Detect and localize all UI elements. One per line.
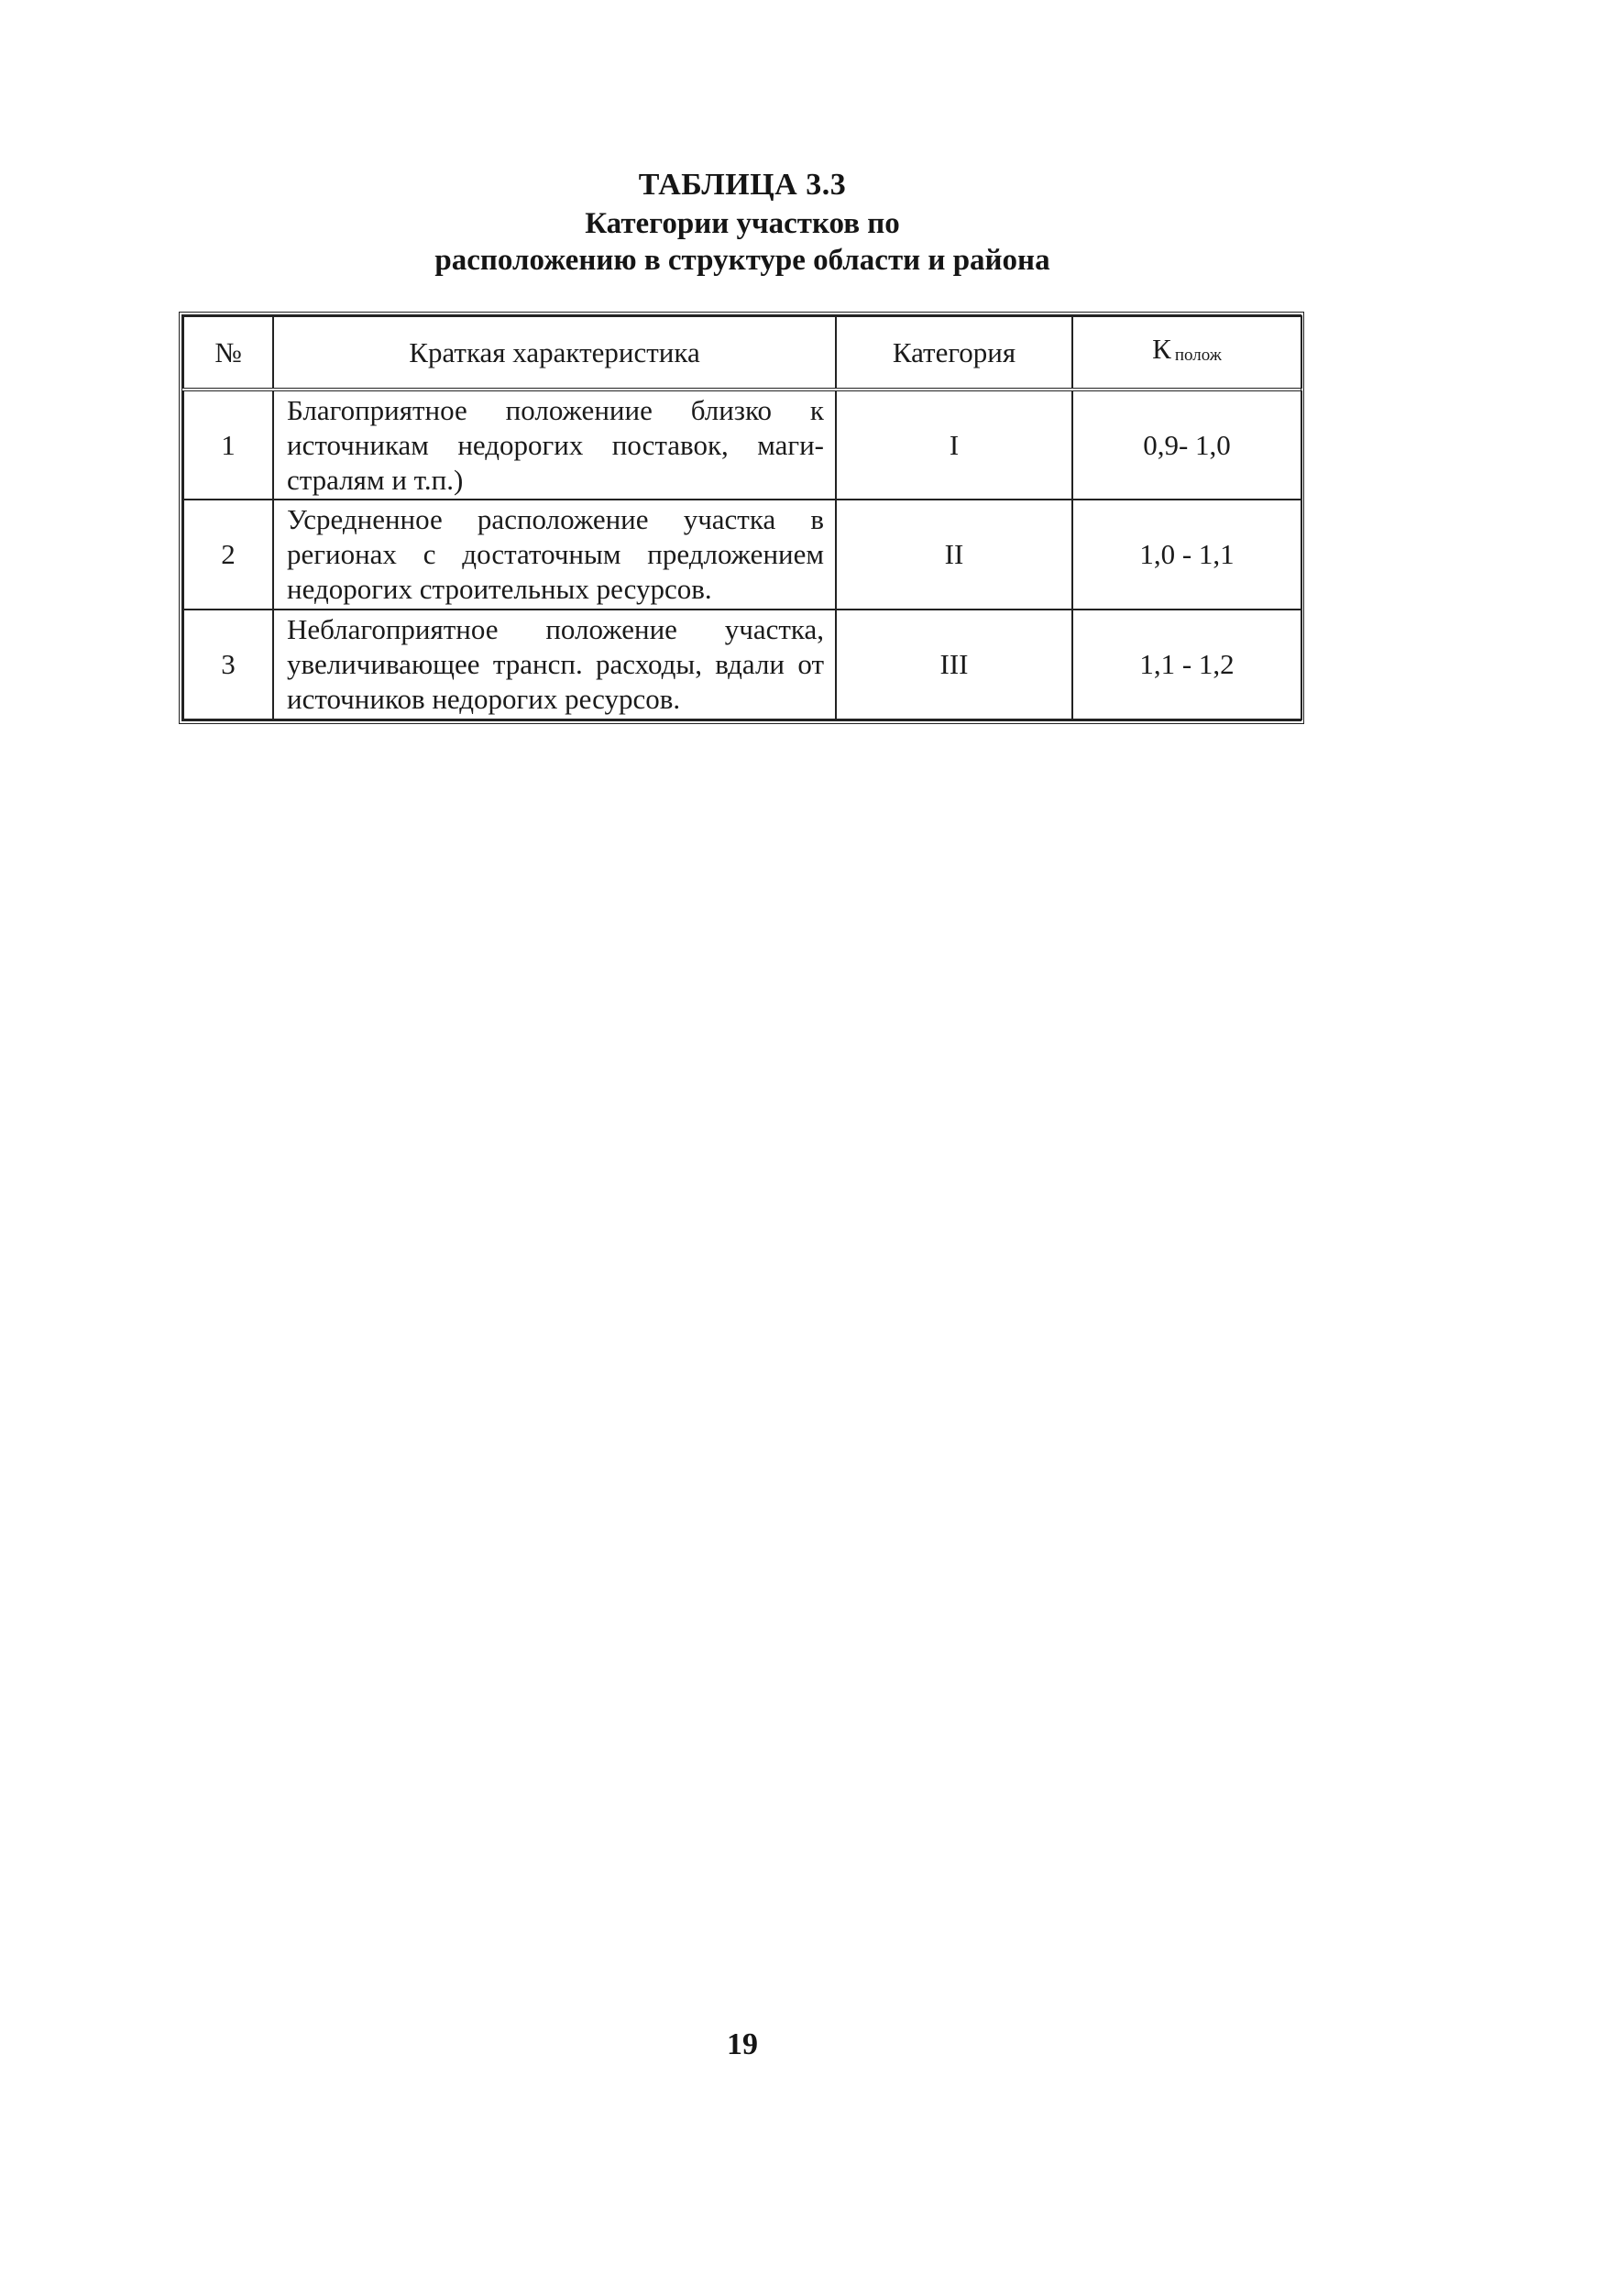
- category-table: [182, 315, 1302, 720]
- row-number: 3: [183, 610, 273, 720]
- row-k-range: 0,9- 1,0: [1072, 390, 1301, 500]
- row-category: II: [836, 500, 1072, 610]
- table-row: [183, 500, 1301, 610]
- table-caption-label: ТАБЛИЦА 3.3: [638, 168, 847, 202]
- row-category: III: [836, 610, 1072, 720]
- header-k-subscript: полож: [1174, 346, 1222, 365]
- header-k-main: К: [1152, 333, 1171, 365]
- row-k-range: 1,1 - 1,2: [1072, 610, 1301, 720]
- row-description: Неблагоприятное положение участка, увеличивающее трансп. расходы, вдали от источников недорогих ресурсов.: [273, 610, 836, 720]
- row-category: I: [836, 390, 1072, 500]
- row-k-range: 1,0 - 1,1: [1072, 500, 1301, 610]
- row-number: 1: [183, 390, 273, 500]
- table-row: [183, 390, 1301, 500]
- table-header-row: [183, 316, 1301, 390]
- page-number: 19: [727, 2027, 758, 2061]
- row-description: Усредненное расположение участка в регионах с достаточным предложением недорогих строительных ресурсов.: [273, 500, 836, 610]
- row-description: Благоприятное положениие близко к источникам недорогих поставок, магистралям и т.п.): [273, 390, 836, 500]
- table-caption-title-line-2: расположению в структуре области и района: [434, 244, 1050, 277]
- row-number: 2: [183, 500, 273, 610]
- category-table-frame: [179, 312, 1304, 724]
- header-number: №: [183, 316, 273, 390]
- header-k-coefficient: [1072, 316, 1301, 390]
- table-row: [183, 610, 1301, 720]
- table-caption-title-line-1: Категории участков по: [585, 207, 900, 240]
- header-description: Краткая характеристика: [273, 316, 836, 390]
- header-category: Категория: [836, 316, 1072, 390]
